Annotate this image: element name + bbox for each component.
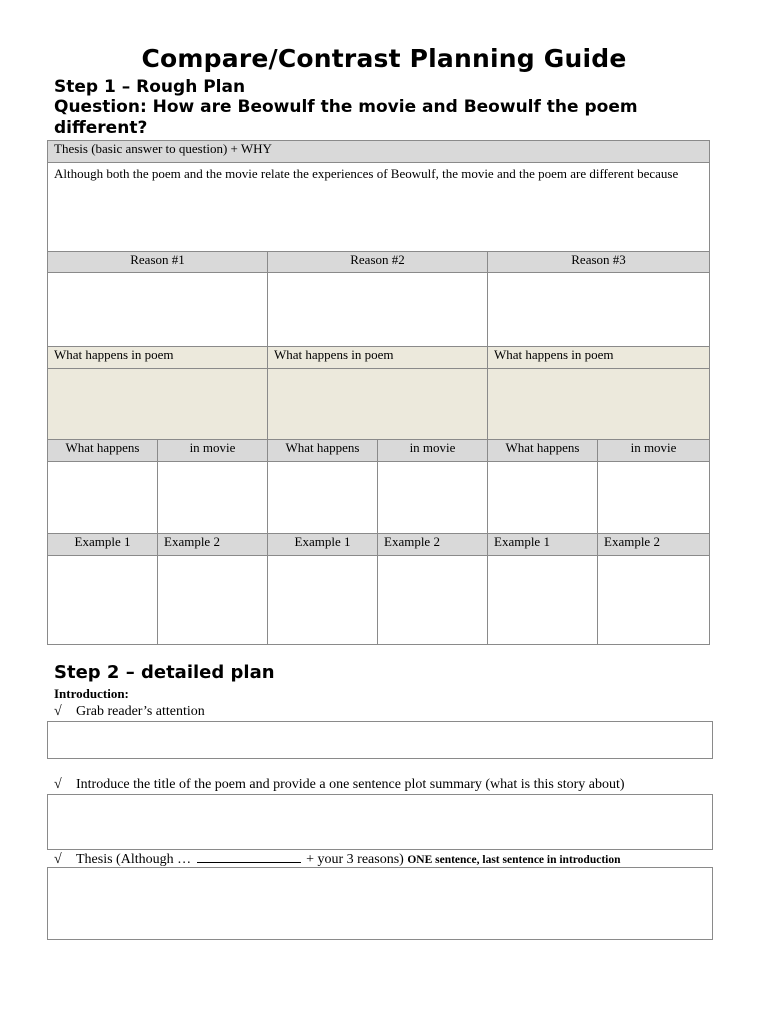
page-title: Compare/Contrast Planning Guide xyxy=(141,44,627,73)
example-cell[interactable] xyxy=(488,556,598,645)
example-1-label: Example 1 xyxy=(48,534,158,556)
poem-cell-3[interactable] xyxy=(488,369,710,440)
example-2-label: Example 2 xyxy=(378,534,488,556)
movie-label-2b: in movie xyxy=(378,440,488,462)
example-cell[interactable] xyxy=(48,556,158,645)
reason-1-header: Reason #1 xyxy=(48,252,268,273)
checklist-item-thesis xyxy=(54,850,621,868)
poem-cell-1[interactable] xyxy=(48,369,268,440)
summary-answer-box[interactable] xyxy=(47,794,713,850)
attention-answer-box[interactable] xyxy=(47,721,713,759)
step1-heading: Step 1 – Rough Plan xyxy=(54,77,246,97)
checklist-text: Introduce the title of the poem and provide a one sentence plot summary (what is this story about) xyxy=(76,777,625,792)
thesis-answer-box[interactable] xyxy=(47,867,713,940)
movie-label-1b: in movie xyxy=(158,440,268,462)
check-mark-icon: √ xyxy=(54,852,62,867)
example-cell[interactable] xyxy=(268,556,378,645)
movie-cell[interactable] xyxy=(158,462,268,534)
check-mark-icon: √ xyxy=(54,777,62,792)
reason-2-header: Reason #2 xyxy=(268,252,488,273)
example-2-label: Example 2 xyxy=(598,534,710,556)
movie-label-3b: in movie xyxy=(598,440,710,462)
poem-label-3: What happens in poem xyxy=(488,347,710,369)
example-1-label: Example 1 xyxy=(268,534,378,556)
thesis-blank-line[interactable] xyxy=(197,850,301,863)
movie-cell[interactable] xyxy=(598,462,710,534)
rough-plan-table xyxy=(47,140,710,645)
checklist-item-attention xyxy=(54,704,205,720)
example-2-label: Example 2 xyxy=(158,534,268,556)
check-mark-icon: √ xyxy=(54,704,62,719)
thesis-label: Thesis (basic answer to question) + WHY xyxy=(48,141,710,163)
reason-3-cell[interactable] xyxy=(488,273,710,347)
movie-label-3a: What happens xyxy=(488,440,598,462)
introduction-label: Introduction: xyxy=(54,686,129,701)
example-cell[interactable] xyxy=(378,556,488,645)
step2-heading: Step 2 – detailed plan xyxy=(54,662,275,683)
movie-label-2a: What happens xyxy=(268,440,378,462)
movie-cell[interactable] xyxy=(378,462,488,534)
movie-cell[interactable] xyxy=(268,462,378,534)
example-1-label: Example 1 xyxy=(488,534,598,556)
reason-1-cell[interactable] xyxy=(48,273,268,347)
checklist-text: Grab reader’s attention xyxy=(76,704,205,719)
poem-cell-2[interactable] xyxy=(268,369,488,440)
poem-label-2: What happens in poem xyxy=(268,347,488,369)
thesis-text-cell[interactable]: Although both the poem and the movie relate the experiences of Beowulf, the movie and the poem are different because xyxy=(48,163,710,252)
question-text: Question: How are Beowulf the movie and Beowulf the poem different? xyxy=(54,97,638,138)
reason-3-header: Reason #3 xyxy=(488,252,710,273)
thesis-note: ONE sentence, last sentence in introduction xyxy=(407,854,621,866)
movie-cell[interactable] xyxy=(488,462,598,534)
checklist-item-summary xyxy=(54,777,625,793)
poem-label-1: What happens in poem xyxy=(48,347,268,369)
movie-cell[interactable] xyxy=(48,462,158,534)
checklist-text: Thesis (Although … xyxy=(76,852,192,867)
checklist-text: + your 3 reasons) xyxy=(306,852,404,867)
reason-2-cell[interactable] xyxy=(268,273,488,347)
movie-label-1a: What happens xyxy=(48,440,158,462)
example-cell[interactable] xyxy=(598,556,710,645)
example-cell[interactable] xyxy=(158,556,268,645)
